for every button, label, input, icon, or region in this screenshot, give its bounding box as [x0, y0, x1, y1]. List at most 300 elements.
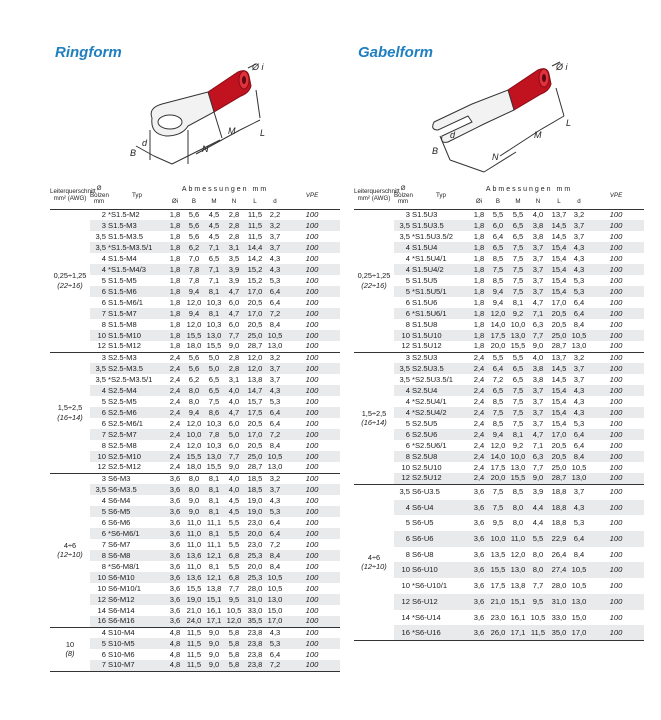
dimension-cell: 6,4 — [266, 528, 284, 539]
header-vpe: VPE — [588, 183, 644, 209]
type-cell: S1.5U6 — [412, 297, 438, 307]
dimension-cell: 25,0 — [244, 451, 266, 462]
dimension-cell: 4,3 — [570, 385, 588, 396]
dimension-cell: 4,3 — [266, 385, 284, 396]
dimension-cell: 20,5 — [548, 308, 570, 319]
dimension-cell: 14,2 — [247, 253, 263, 263]
dimension-cell: 7,7 — [228, 583, 240, 593]
conductor-range-awg: (12÷10) — [361, 562, 387, 572]
dimension-cell: 8,4 — [573, 549, 585, 559]
table-row — [50, 616, 340, 627]
dimension-cell: 11,5 — [186, 649, 202, 659]
dimension-cell: 17,0 — [267, 616, 283, 626]
dimension-cell: 4,5 — [224, 506, 244, 517]
dimension-cell: 11,5 — [244, 220, 266, 231]
dimension-cell: 25,3 — [244, 550, 266, 561]
ring-terminal-diagram — [110, 60, 300, 178]
bolt-diameter-cell: 4 — [394, 500, 412, 516]
dimension-cell: 15,5 — [184, 451, 204, 462]
header-bolzen: Ø Bolzen mm — [90, 183, 108, 209]
dimension-cell: 17,5 — [490, 581, 506, 591]
type-cell: S1.5U10 — [412, 330, 470, 341]
vpe-cell: 100 — [588, 264, 644, 275]
dimension-cell: 7,2 — [266, 429, 284, 440]
type-cell: S1.5U8 — [412, 319, 438, 329]
dimension-cell: 7,5 — [488, 264, 508, 275]
dimension-cell: 2,4 — [473, 440, 485, 450]
dimension-cell: 23,8 — [244, 638, 266, 649]
type-cell: S2.5U8 — [412, 451, 470, 462]
dimension-cell: 8,1 — [208, 473, 220, 483]
dimension-cell: 11,5 — [528, 625, 548, 641]
vpe-cell: 100 — [305, 605, 319, 615]
vpe-cell: 100 — [588, 330, 644, 341]
bolt-diameter-cell: 6 — [405, 440, 410, 450]
dimension-cell: 8,6 — [204, 407, 224, 418]
dimension-cell: 20,5 — [548, 451, 570, 462]
table-row — [354, 385, 644, 396]
type-cell: S2.5U4 — [412, 385, 470, 396]
dimension-cell: 20,5 — [247, 440, 263, 450]
bolt-diameter-cell: 6 — [394, 308, 412, 319]
vpe-cell: 100 — [284, 286, 340, 297]
type-cell: S6-U6 — [412, 531, 470, 547]
dimension-cell: 7,8 — [184, 264, 204, 275]
dimension-cell: 6,4 — [269, 517, 281, 527]
dimension-cell: 15,5 — [204, 462, 224, 473]
dimension-cell: 1,8 — [473, 231, 485, 241]
dimension-cell: 3,2 — [266, 220, 284, 231]
bolt-diameter-cell: 4 — [405, 253, 410, 263]
table-row — [50, 319, 340, 330]
dimension-cell: 7,2 — [266, 660, 284, 671]
bolt-diameter-cell: 3,5 — [90, 484, 108, 495]
dimension-cell: 8,5 — [492, 253, 504, 263]
vpe-cell: 100 — [305, 231, 319, 241]
bolt-diameter-cell: 3,5 — [399, 231, 410, 241]
dimension-cell: 4,7 — [528, 429, 548, 440]
table-row — [50, 308, 340, 319]
vpe-cell: 100 — [284, 308, 340, 319]
dimension-cell: 20,0 — [244, 528, 266, 539]
type-cell: S6-M16 — [108, 616, 166, 627]
type-cell: S1.5-M8 — [108, 319, 137, 329]
dimension-cell: 1,8 — [166, 220, 184, 231]
dimension-cell: 3,6 — [169, 539, 181, 549]
dimension-cell: 8,4 — [269, 561, 281, 571]
dimension-cell: 11,5 — [247, 209, 263, 219]
dimension-cell: 3,6 — [169, 517, 181, 527]
vpe-cell: 100 — [588, 407, 644, 418]
dimension-cell: 1,8 — [166, 286, 184, 297]
dimension-cell: 4,5 — [228, 495, 240, 505]
dimension-cell: 4,0 — [228, 396, 240, 406]
type-cell: S6-M14 — [108, 605, 135, 615]
table-row — [50, 341, 340, 352]
dimension-cell: 1,8 — [473, 297, 485, 307]
bolt-diameter-cell: 3 — [405, 209, 410, 219]
dimension-cell: 7,1 — [204, 242, 224, 253]
dimension-cell: 3,7 — [570, 363, 588, 374]
type-cell: *S1.5-M2 — [108, 209, 140, 219]
dimension-cell: 3,7 — [528, 242, 548, 253]
dimension-cell: 13,5 — [490, 549, 506, 559]
dimension-cell: 11,5 — [247, 231, 263, 241]
type-cell: S6-U4 — [412, 500, 470, 516]
dimension-cell: 1,8 — [169, 253, 181, 263]
dimension-cell: 28,7 — [548, 473, 570, 484]
conductor-range-cell — [354, 352, 394, 484]
vpe-cell: 100 — [609, 297, 623, 307]
dimension-cell: 20,5 — [551, 440, 567, 450]
dimension-cell: 3,7 — [528, 407, 548, 418]
bolt-diameter-cell: 6 — [90, 528, 108, 539]
dimension-cell: 33,0 — [551, 612, 567, 622]
dimension-cell: 12,1 — [204, 550, 224, 561]
dimension-cell: 7,0 — [188, 253, 200, 263]
type-cell: S1.5-M10 — [108, 330, 166, 341]
table-row — [354, 531, 644, 547]
conductor-range-cell — [50, 209, 90, 352]
dimension-cell: 6,3 — [532, 319, 544, 329]
dimension-cell: 15,1 — [204, 594, 224, 605]
dimension-cell: 11,0 — [186, 539, 202, 549]
vpe-cell: 100 — [305, 495, 319, 505]
conductor-range-mm: 4÷6 — [367, 553, 381, 563]
dimension-cell: 28,7 — [548, 341, 570, 352]
table-row — [50, 385, 340, 396]
dimension-cell: 18,0 — [184, 462, 204, 473]
dimension-cell: 10,5 — [267, 572, 283, 582]
table-row — [50, 220, 340, 231]
vpe-cell: 100 — [284, 451, 340, 462]
dimension-cell: 16,1 — [206, 605, 222, 615]
table-row — [354, 440, 644, 451]
dimension-cell: 5,6 — [184, 363, 204, 374]
dimension-cell: 23,0 — [490, 612, 506, 622]
dimension-cell: 18,8 — [551, 487, 567, 497]
dimension-cell: 14,5 — [551, 231, 567, 241]
bolt-diameter-cell: 14 — [97, 605, 106, 615]
dimension-cell: 15,4 — [548, 264, 570, 275]
dimension-cell: 4,3 — [570, 407, 588, 418]
conductor-range-cell — [50, 473, 90, 627]
vpe-cell: 100 — [609, 253, 623, 263]
type-cell: *S1.5U6/1 — [412, 308, 470, 319]
dimension-cell: 23,8 — [247, 627, 263, 637]
dimension-cell: 1,8 — [473, 209, 485, 219]
table-row — [50, 517, 340, 528]
dimension-cell: 16,1 — [510, 612, 526, 622]
table-row — [354, 297, 644, 308]
header-d: d — [266, 196, 284, 209]
fork-diagram-b-label: B — [432, 146, 439, 156]
table-row — [50, 550, 340, 561]
vpe-cell: 100 — [284, 506, 340, 517]
bolt-diameter-cell: 4 — [394, 385, 412, 396]
dimension-cell: 4,0 — [224, 385, 244, 396]
dimension-cell: 3,6 — [470, 500, 488, 516]
dimension-cell: 13,0 — [510, 462, 526, 472]
dimension-cell: 5,0 — [204, 363, 224, 374]
dimension-cell: 15,4 — [548, 385, 570, 396]
dimension-cell: 8,4 — [570, 451, 588, 462]
dimension-cell: 11,5 — [184, 638, 204, 649]
table-row — [50, 231, 340, 242]
vpe-cell: 100 — [284, 385, 340, 396]
dimension-cell: 10,3 — [206, 319, 222, 329]
dimension-cell: 20,5 — [247, 418, 263, 428]
dimension-cell: 3,6 — [169, 605, 181, 615]
dimension-cell: 9,0 — [224, 341, 244, 352]
dimension-cell: 8,1 — [208, 561, 220, 571]
bolt-diameter-cell: 3,5 — [399, 374, 410, 384]
dimension-cell: 8,1 — [204, 528, 224, 539]
dimension-cell: 1,8 — [169, 209, 181, 219]
dimension-cell: 17,5 — [488, 330, 508, 341]
dimension-cell: 15,5 — [508, 473, 528, 484]
dimension-cell: 4,3 — [269, 627, 281, 637]
dimension-cell: 19,0 — [244, 506, 266, 517]
dimension-cell: 14,5 — [551, 374, 567, 384]
type-cell: *S1.5-M4/3 — [108, 264, 166, 275]
table-row — [354, 264, 644, 275]
dimension-cell: 4,0 — [228, 473, 240, 483]
dimension-cell: 2,4 — [473, 396, 485, 406]
bolt-diameter-cell: 12 — [90, 462, 108, 473]
dimension-cell: 6,4 — [492, 231, 504, 241]
bolt-diameter-cell: 12 — [394, 473, 412, 484]
bolt-diameter-cell: 3,5 — [394, 363, 412, 374]
dimension-cell: 17,0 — [244, 308, 266, 319]
dimension-cell: 10,5 — [570, 562, 588, 578]
dimension-cell: 13,0 — [267, 341, 283, 351]
dimension-cell: 7,5 — [508, 242, 528, 253]
dimension-cell: 6,0 — [488, 220, 508, 231]
dimension-cell: 28,0 — [247, 583, 263, 593]
conductor-range-mm: 1,5÷2,5 — [57, 403, 83, 413]
dimension-cell: 2,4 — [166, 451, 184, 462]
vpe-cell: 100 — [305, 352, 319, 362]
bolt-diameter-cell: 5 — [90, 638, 108, 649]
dimension-cell: 6,5 — [488, 385, 508, 396]
dimension-cell: 18,0 — [184, 341, 204, 352]
dimension-cell: 6,0 — [228, 440, 240, 450]
dimension-cell: 9,0 — [184, 506, 204, 517]
dimension-cell: 7,8 — [188, 275, 200, 285]
table-row — [50, 539, 340, 550]
type-cell: *S2.5-M3.5/1 — [108, 374, 153, 384]
dimension-cell: 9,0 — [188, 495, 200, 505]
dimension-cell: 17,1 — [204, 616, 224, 627]
dimension-cell: 3,2 — [573, 352, 585, 362]
conductor-range-awg: (12÷10) — [57, 550, 83, 559]
dimension-cell: 3,6 — [169, 495, 181, 505]
ringform-title: Ringform — [55, 44, 122, 61]
dimension-cell: 4,5 — [204, 220, 224, 231]
dimension-cell: 4,3 — [570, 264, 588, 275]
table-row — [50, 407, 340, 418]
bolt-diameter-cell: 16 — [90, 616, 108, 627]
bolt-diameter-cell: 14 — [401, 612, 410, 622]
table-row — [354, 220, 644, 231]
fork-diagram-d-label: d — [450, 130, 456, 140]
dimension-cell: 14,7 — [244, 385, 266, 396]
dimension-cell: 12,1 — [204, 572, 224, 583]
dimension-cell: 10,5 — [571, 330, 587, 340]
bolt-diameter-cell: 12 — [394, 594, 412, 610]
header-di: Øi — [166, 196, 184, 209]
dimension-cell: 11,1 — [206, 539, 222, 549]
bolt-diameter-cell: 10 — [90, 451, 108, 462]
dimension-cell: 2,4 — [166, 407, 184, 418]
dimension-cell: 13,6 — [184, 572, 204, 583]
type-cell: S6-U10 — [412, 562, 470, 578]
dimension-cell: 8,5 — [492, 396, 504, 406]
type-cell: S6-M10 — [108, 572, 166, 583]
dimension-cell: 8,1 — [204, 484, 224, 495]
vpe-cell: 100 — [284, 341, 340, 352]
table-row — [50, 286, 340, 297]
header-di: Øi — [470, 196, 488, 209]
dimension-cell: 7,5 — [512, 253, 524, 263]
dimension-cell: 15,4 — [548, 407, 570, 418]
dimension-cell: 14,0 — [490, 319, 506, 329]
dimension-cell: 17,5 — [490, 462, 506, 472]
dimension-cell: 8,4 — [269, 440, 281, 450]
dimension-cell: 6,0 — [228, 297, 240, 307]
bolt-diameter-cell: 4 — [90, 385, 108, 396]
vpe-cell: 100 — [284, 242, 340, 253]
dimension-cell: 13,0 — [571, 341, 587, 351]
dimension-cell: 15,4 — [551, 275, 567, 285]
dimension-cell: 5,8 — [228, 649, 240, 659]
dimension-cell: 22,9 — [548, 531, 570, 547]
dimension-cell: 24,0 — [184, 616, 204, 627]
dimension-cell: 8,0 — [188, 473, 200, 483]
dimension-cell: 6,4 — [570, 308, 588, 319]
dimension-cell: 2,4 — [470, 407, 488, 418]
dimension-cell: 3,7 — [528, 385, 548, 396]
dimension-cell: 9,4 — [488, 429, 508, 440]
dimension-cell: 15,5 — [186, 583, 202, 593]
dimension-cell: 8,4 — [573, 319, 585, 329]
table-row — [354, 286, 644, 297]
dimension-cell: 4,3 — [573, 253, 585, 263]
table-row — [50, 627, 340, 638]
dimension-cell: 2,4 — [470, 385, 488, 396]
table-row — [50, 242, 340, 253]
dimension-cell: 3,1 — [224, 242, 244, 253]
dimension-cell: 21,0 — [488, 594, 508, 610]
dimension-cell: 17,0 — [548, 429, 570, 440]
dimension-cell: 4,3 — [269, 495, 281, 505]
type-cell: S2.5U5 — [412, 418, 438, 428]
dimension-cell: 2,4 — [470, 363, 488, 374]
table-row — [50, 572, 340, 583]
type-cell: S2.5-M3.5 — [108, 363, 166, 374]
dimension-cell: 7,8 — [204, 429, 224, 440]
table-row — [50, 330, 340, 341]
dimension-cell: 6,5 — [208, 374, 220, 384]
dimension-cell: 5,5 — [492, 209, 504, 219]
dimension-cell: 2,8 — [224, 363, 244, 374]
dimension-cell: 4,8 — [166, 638, 184, 649]
dimension-cell: 5,5 — [528, 531, 548, 547]
table-row — [50, 264, 340, 275]
conductor-range-mm: 0,25÷1,25 — [53, 271, 87, 281]
dimension-cell: 13,7 — [551, 352, 567, 362]
conductor-range-awg: (16÷14) — [57, 412, 83, 422]
vpe-cell: 100 — [284, 264, 340, 275]
vpe-cell: 100 — [609, 549, 623, 559]
dimension-cell: 9,4 — [184, 308, 204, 319]
conductor-range-awg: (16÷14) — [361, 418, 387, 427]
header-vpe: VPE — [284, 183, 340, 209]
table-row — [50, 352, 340, 363]
dimension-cell: 3,2 — [269, 352, 281, 362]
vpe-cell: 100 — [609, 440, 623, 450]
vpe-cell: 100 — [284, 462, 340, 473]
dimension-cell: 14,5 — [548, 363, 570, 374]
header-n: N — [224, 196, 244, 209]
type-cell: S2.5-M6/1 — [108, 418, 144, 428]
dimension-cell: 9,0 — [528, 473, 548, 484]
dimension-cell: 4,8 — [166, 660, 184, 671]
dimension-cell: 9,0 — [528, 341, 548, 352]
dimension-cell: 20,0 — [247, 561, 263, 571]
dimension-cell: 4,7 — [224, 308, 244, 319]
dimension-cell: 35,0 — [548, 625, 570, 641]
table-row — [354, 429, 644, 440]
dimension-cell: 19,0 — [247, 495, 263, 505]
type-cell: S2.5-M3 — [108, 352, 137, 362]
dimension-cell: 3,6 — [470, 531, 488, 547]
dimension-cell: 26,0 — [488, 625, 508, 641]
dimension-cell: 3,6 — [166, 616, 184, 627]
ring-diagram-l-label: L — [260, 128, 266, 138]
table-row — [354, 330, 644, 341]
table-row — [50, 594, 340, 605]
dimension-cell: 10,5 — [571, 581, 587, 591]
dimension-cell: 7,5 — [488, 500, 508, 516]
type-cell: *S1.5U4/1 — [412, 253, 447, 263]
vpe-cell: 100 — [609, 275, 623, 285]
type-cell: S2.5U6 — [412, 429, 470, 440]
dimension-cell: 3,6 — [166, 484, 184, 495]
table-row — [354, 209, 644, 220]
dimension-cell: 8,1 — [204, 286, 224, 297]
header-b: B — [184, 196, 204, 209]
dimension-cell: 6,5 — [508, 363, 528, 374]
header-n: N — [528, 196, 548, 209]
dimension-cell: 12,0 — [224, 616, 244, 627]
vpe-cell: 100 — [305, 418, 319, 428]
dimension-cell: 3,8 — [528, 363, 548, 374]
type-cell: S1.5-M6/1 — [108, 297, 144, 307]
dimension-cell: 9,4 — [184, 286, 204, 297]
dimension-cell: 13,0 — [570, 594, 588, 610]
dimension-cell: 21,0 — [186, 605, 202, 615]
bolt-diameter-cell: 10 — [401, 581, 410, 591]
bolt-diameter-cell: 16 — [394, 625, 412, 641]
conductor-range-cell — [354, 484, 394, 641]
dimension-cell: 6,4 — [573, 297, 585, 307]
dimension-cell: 8,0 — [512, 518, 524, 528]
bolt-diameter-cell: 12 — [90, 341, 108, 352]
type-cell: *S2.5U4/1 — [412, 396, 447, 406]
table-row — [354, 363, 644, 374]
